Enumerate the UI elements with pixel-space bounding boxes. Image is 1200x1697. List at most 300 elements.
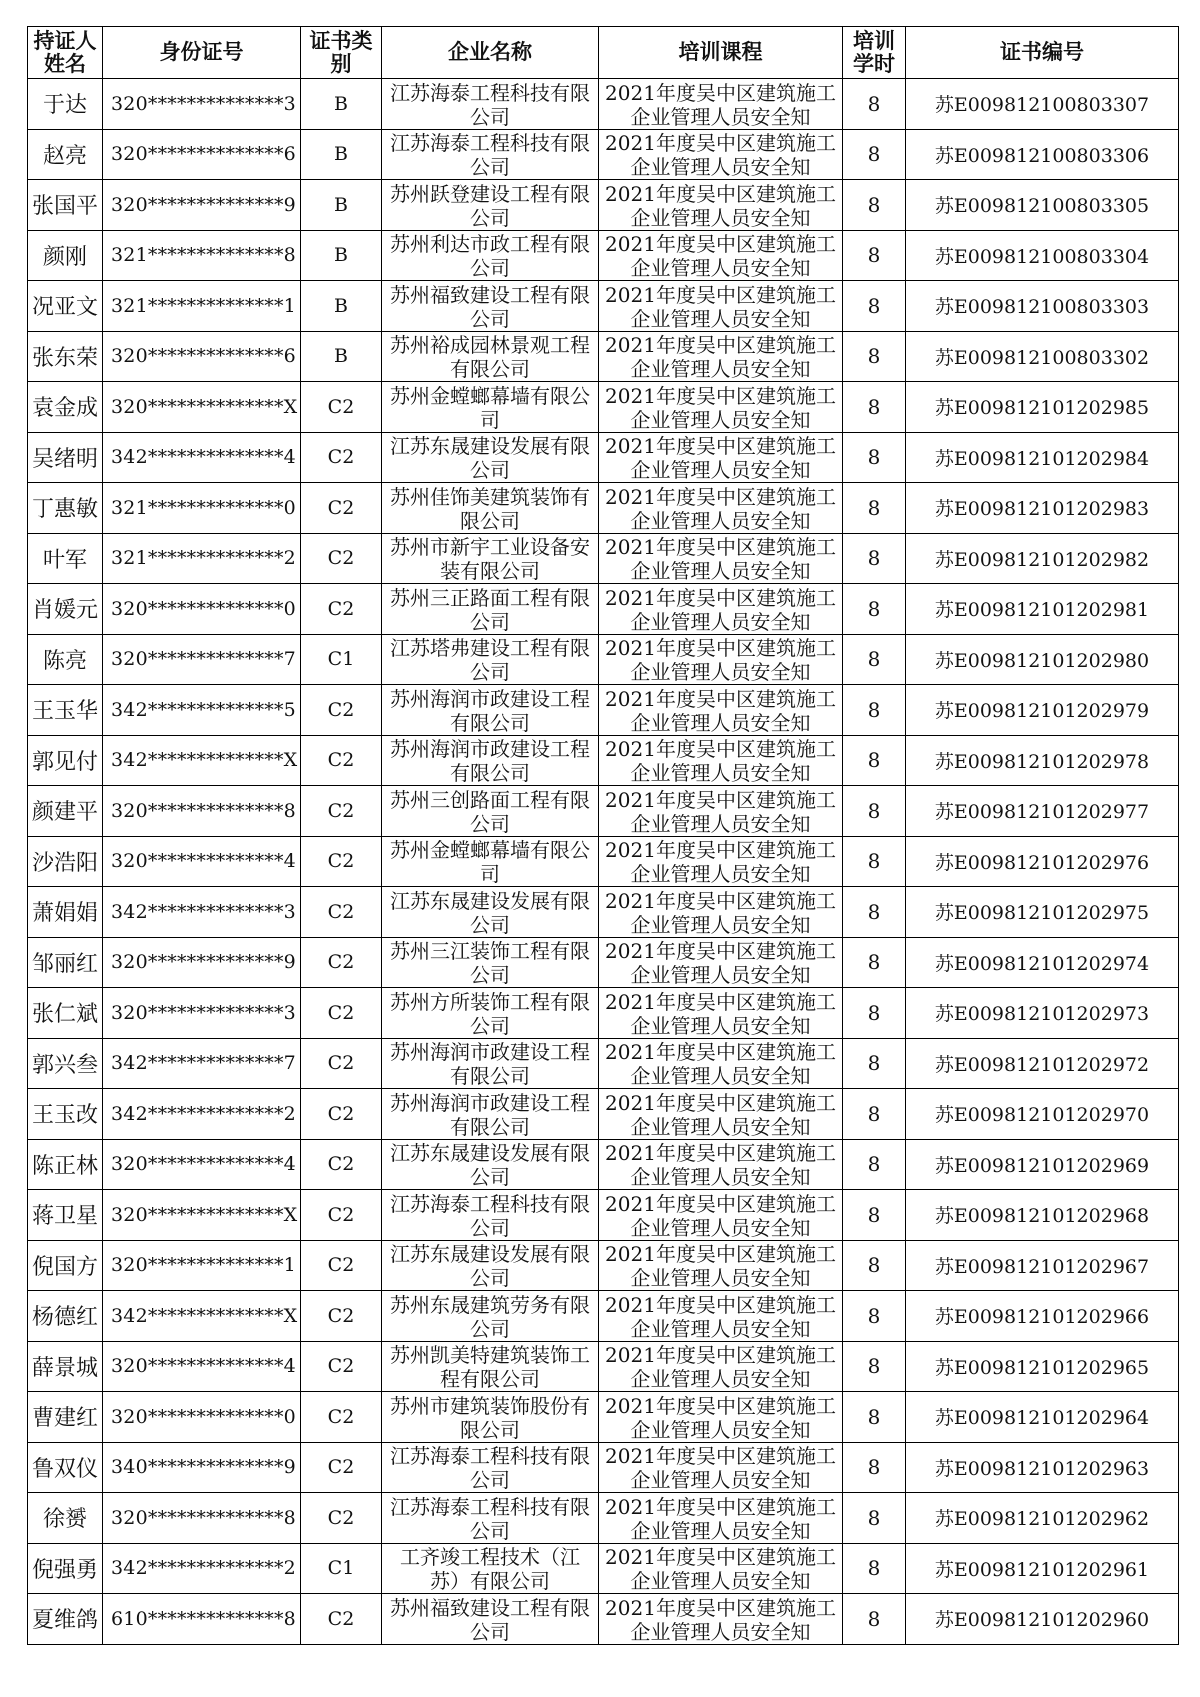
cell-course [599, 1341, 843, 1392]
cell-cert-number: 苏E009812100803303 [906, 281, 1179, 332]
table-row [28, 331, 1179, 382]
cell-cert-number: 苏E009812101202972 [906, 1038, 1179, 1089]
cell-company-text: 江苏海泰工程科技有限公司 [390, 80, 590, 127]
cell-hours: 8 [843, 1291, 906, 1342]
cell-cert-type: B [301, 79, 382, 130]
cell-cert-number: 苏E009812101202975 [906, 887, 1179, 938]
cell-course-text: 2021年度吴中区建筑施工企业管理人员安全知 [605, 636, 836, 683]
cell-course-text: 2021年度吴中区建筑施工企业管理人员安全知 [605, 1595, 836, 1642]
cell-company [382, 180, 599, 231]
cell-cert-number: 苏E009812101202970 [906, 1089, 1179, 1140]
cell-cert-type: C2 [301, 988, 382, 1039]
cell-id-number: 610**************8 [103, 1594, 301, 1645]
cell-company-text: 苏州金螳螂幕墙有限公司 [390, 383, 590, 430]
cell-company [382, 483, 599, 534]
cell-id-number: 342**************2 [103, 1089, 301, 1140]
cell-company [382, 1139, 599, 1190]
table-row [28, 129, 1179, 180]
cell-cert-type: C2 [301, 1240, 382, 1291]
table-row [28, 836, 1179, 887]
cell-company-text: 江苏东晟建设发展有限公司 [390, 1141, 590, 1188]
cell-id-number: 320**************9 [103, 937, 301, 988]
table-row [28, 230, 1179, 281]
cell-cert-type: C2 [301, 937, 382, 988]
cell-hours: 8 [843, 1341, 906, 1392]
cell-id-number: 320**************0 [103, 584, 301, 635]
table-row [28, 1038, 1179, 1089]
cell-course-text: 2021年度吴中区建筑施工企业管理人员安全知 [605, 1393, 836, 1440]
cell-id-number: 320**************6 [103, 129, 301, 180]
cell-company-text: 苏州方所装饰工程有限公司 [390, 989, 590, 1036]
table-row [28, 483, 1179, 534]
cell-hours: 8 [843, 937, 906, 988]
cell-company-text: 江苏东晟建设发展有限公司 [390, 434, 590, 481]
cell-course [599, 1594, 843, 1645]
cell-name: 郭见付 [28, 735, 103, 786]
table-row [28, 432, 1179, 483]
cell-company-text: 苏州利达市政工程有限公司 [390, 232, 590, 279]
cell-course [599, 129, 843, 180]
cell-company [382, 281, 599, 332]
table-row [28, 1594, 1179, 1645]
cell-company [382, 533, 599, 584]
cell-company-text: 江苏海泰工程科技有限公司 [390, 1191, 590, 1238]
cell-id-number: 320**************4 [103, 1139, 301, 1190]
cell-cert-type: C2 [301, 584, 382, 635]
cell-cert-number: 苏E009812100803305 [906, 180, 1179, 231]
cell-hours: 8 [843, 180, 906, 231]
cell-course [599, 685, 843, 736]
cell-course [599, 1089, 843, 1140]
cell-course [599, 937, 843, 988]
cell-hours: 8 [843, 331, 906, 382]
cell-cert-type: C2 [301, 432, 382, 483]
table-row [28, 786, 1179, 837]
cell-name: 于达 [28, 79, 103, 130]
cell-cert-number: 苏E009812101202964 [906, 1392, 1179, 1443]
cell-course-text: 2021年度吴中区建筑施工企业管理人员安全知 [605, 737, 836, 784]
cell-name: 陈正林 [28, 1139, 103, 1190]
cell-hours: 8 [843, 1240, 906, 1291]
cell-id-number: 320**************8 [103, 786, 301, 837]
cell-course-text: 2021年度吴中区建筑施工企业管理人员安全知 [605, 1191, 836, 1238]
cell-course-text: 2021年度吴中区建筑施工企业管理人员安全知 [605, 434, 836, 481]
cell-name: 邹丽红 [28, 937, 103, 988]
cell-id-number: 320**************9 [103, 180, 301, 231]
cell-name: 肖媛元 [28, 584, 103, 635]
cell-hours: 8 [843, 483, 906, 534]
cell-course-text: 2021年度吴中区建筑施工企业管理人员安全知 [605, 787, 836, 834]
cell-company [382, 1240, 599, 1291]
cell-name: 蒋卫星 [28, 1190, 103, 1241]
cell-id-number: 342**************2 [103, 1543, 301, 1594]
cell-hours: 8 [843, 382, 906, 433]
cell-company-text: 工齐竣工程技术（江苏）有限公司 [400, 1545, 580, 1592]
cell-cert-type: B [301, 129, 382, 180]
cell-course [599, 634, 843, 685]
cell-company-text: 江苏海泰工程科技有限公司 [390, 131, 590, 178]
cell-hours: 8 [843, 584, 906, 635]
cell-cert-type: C2 [301, 1493, 382, 1544]
cell-name: 倪国方 [28, 1240, 103, 1291]
cell-cert-number: 苏E009812101202978 [906, 735, 1179, 786]
cell-company-text: 苏州海润市政建设工程有限公司 [390, 737, 590, 784]
cell-company-text: 江苏塔弗建设工程有限公司 [390, 636, 590, 683]
cell-name: 沙浩阳 [28, 836, 103, 887]
table-row [28, 1341, 1179, 1392]
header-cert: 证书编号 [906, 27, 1179, 79]
cell-id-number: 320**************4 [103, 1341, 301, 1392]
cell-company-text: 苏州海润市政建设工程有限公司 [390, 686, 590, 733]
cell-cert-number: 苏E009812100803306 [906, 129, 1179, 180]
cell-company-text: 苏州海润市政建设工程有限公司 [390, 1040, 590, 1087]
cell-name: 丁惠敏 [28, 483, 103, 534]
header-id: 身份证号 [103, 27, 301, 79]
header-name: 持证人姓名 [28, 27, 103, 79]
cell-hours: 8 [843, 1089, 906, 1140]
cell-cert-type: B [301, 331, 382, 382]
cell-company [382, 786, 599, 837]
cell-id-number: 321**************2 [103, 533, 301, 584]
cell-cert-type: C2 [301, 1089, 382, 1140]
cell-cert-number: 苏E009812101202968 [906, 1190, 1179, 1241]
cell-company [382, 432, 599, 483]
cell-hours: 8 [843, 432, 906, 483]
cell-cert-type: C2 [301, 1341, 382, 1392]
cell-hours: 8 [843, 1493, 906, 1544]
cell-course [599, 382, 843, 433]
cell-company-text: 苏州凯美特建筑装饰工程有限公司 [390, 1343, 590, 1390]
cell-company-text: 江苏海泰工程科技有限公司 [390, 1444, 590, 1491]
table-row [28, 1240, 1179, 1291]
cell-hours: 8 [843, 634, 906, 685]
cell-course-text: 2021年度吴中区建筑施工企业管理人员安全知 [605, 535, 836, 582]
cell-cert-type: C2 [301, 735, 382, 786]
cell-cert-type: C2 [301, 685, 382, 736]
cell-id-number: 342**************7 [103, 1038, 301, 1089]
cell-name: 张东荣 [28, 331, 103, 382]
cell-cert-type: C2 [301, 382, 382, 433]
cell-company-text: 苏州海润市政建设工程有限公司 [390, 1090, 590, 1137]
cell-name: 曹建红 [28, 1392, 103, 1443]
cell-cert-type: C2 [301, 786, 382, 837]
cell-hours: 8 [843, 1594, 906, 1645]
cell-cert-type: C2 [301, 836, 382, 887]
cell-company [382, 988, 599, 1039]
header-course: 培训课程 [599, 27, 843, 79]
table-row [28, 685, 1179, 736]
cell-company [382, 1089, 599, 1140]
cell-company [382, 230, 599, 281]
cell-course-text: 2021年度吴中区建筑施工企业管理人员安全知 [605, 181, 836, 228]
cell-cert-type: C2 [301, 1038, 382, 1089]
certificate-table [27, 26, 1179, 1645]
cell-company [382, 1493, 599, 1544]
cell-course [599, 584, 843, 635]
cell-hours: 8 [843, 230, 906, 281]
cell-cert-type: C1 [301, 634, 382, 685]
cell-cert-type: C2 [301, 1291, 382, 1342]
cell-name: 薛景城 [28, 1341, 103, 1392]
cell-id-number: 342**************3 [103, 887, 301, 938]
cell-cert-type: C2 [301, 1442, 382, 1493]
cell-id-number: 320**************X [103, 382, 301, 433]
cell-cert-number: 苏E009812101202980 [906, 634, 1179, 685]
cell-company-text: 苏州金螳螂幕墙有限公司 [390, 838, 590, 885]
table-row [28, 887, 1179, 938]
cell-cert-type: C2 [301, 887, 382, 938]
cell-hours: 8 [843, 1139, 906, 1190]
cell-course [599, 1392, 843, 1443]
cell-name: 郭兴叁 [28, 1038, 103, 1089]
cell-course-text: 2021年度吴中区建筑施工企业管理人员安全知 [605, 838, 836, 885]
cell-hours: 8 [843, 887, 906, 938]
table-row [28, 180, 1179, 231]
cell-cert-number: 苏E009812101202979 [906, 685, 1179, 736]
cell-course-text: 2021年度吴中区建筑施工企业管理人员安全知 [605, 1545, 836, 1592]
cell-course-text: 2021年度吴中区建筑施工企业管理人员安全知 [605, 131, 836, 178]
cell-cert-number: 苏E009812101202973 [906, 988, 1179, 1039]
cell-name: 萧娟娟 [28, 887, 103, 938]
cell-company [382, 735, 599, 786]
cell-hours: 8 [843, 129, 906, 180]
table-header [28, 27, 1179, 79]
cell-id-number: 342**************X [103, 735, 301, 786]
cell-cert-type: B [301, 230, 382, 281]
cell-course [599, 1291, 843, 1342]
cell-id-number: 342**************4 [103, 432, 301, 483]
header-type: 证书类别 [301, 27, 382, 79]
cell-name: 夏维鸽 [28, 1594, 103, 1645]
cell-cert-number: 苏E009812101202963 [906, 1442, 1179, 1493]
table-row [28, 1442, 1179, 1493]
cell-course [599, 1442, 843, 1493]
table-row [28, 533, 1179, 584]
cell-cert-number: 苏E009812101202977 [906, 786, 1179, 837]
table-row [28, 584, 1179, 635]
cell-cert-number: 苏E009812100803302 [906, 331, 1179, 382]
cell-company [382, 79, 599, 130]
cell-course-text: 2021年度吴中区建筑施工企业管理人员安全知 [605, 232, 836, 279]
cell-cert-number: 苏E009812101202966 [906, 1291, 1179, 1342]
cell-course-text: 2021年度吴中区建筑施工企业管理人员安全知 [605, 333, 836, 380]
cell-id-number: 320**************4 [103, 836, 301, 887]
cell-name: 倪强勇 [28, 1543, 103, 1594]
cell-name: 赵亮 [28, 129, 103, 180]
cell-company-text: 苏州三正路面工程有限公司 [390, 585, 590, 632]
cell-id-number: 320**************3 [103, 988, 301, 1039]
cell-course [599, 1493, 843, 1544]
cell-company [382, 1442, 599, 1493]
cell-cert-number: 苏E009812101202985 [906, 382, 1179, 433]
cell-course [599, 180, 843, 231]
cell-hours: 8 [843, 988, 906, 1039]
cell-course-text: 2021年度吴中区建筑施工企业管理人员安全知 [605, 1444, 836, 1491]
cell-company-text: 苏州裕成园林景观工程有限公司 [390, 333, 590, 380]
cell-company-text: 江苏东晟建设发展有限公司 [390, 1242, 590, 1289]
cell-course-text: 2021年度吴中区建筑施工企业管理人员安全知 [605, 80, 836, 127]
cell-name: 吴绪明 [28, 432, 103, 483]
cell-company [382, 1392, 599, 1443]
cell-hours: 8 [843, 735, 906, 786]
cell-name: 王玉改 [28, 1089, 103, 1140]
cell-company [382, 129, 599, 180]
table-row [28, 1089, 1179, 1140]
cell-company [382, 382, 599, 433]
cell-company [382, 887, 599, 938]
cell-company [382, 1291, 599, 1342]
cell-course [599, 281, 843, 332]
cell-hours: 8 [843, 786, 906, 837]
cell-course-text: 2021年度吴中区建筑施工企业管理人员安全知 [605, 686, 836, 733]
cell-hours: 8 [843, 79, 906, 130]
table-row [28, 1493, 1179, 1544]
cell-name: 张国平 [28, 180, 103, 231]
cell-cert-number: 苏E009812101202983 [906, 483, 1179, 534]
cell-company-text: 苏州跃登建设工程有限公司 [390, 181, 590, 228]
cell-company-text: 苏州东晟建筑劳务有限公司 [390, 1292, 590, 1339]
table-row [28, 937, 1179, 988]
cell-hours: 8 [843, 281, 906, 332]
cell-hours: 8 [843, 836, 906, 887]
cell-course [599, 533, 843, 584]
cell-company-text: 苏州福致建设工程有限公司 [390, 1595, 590, 1642]
cell-course-text: 2021年度吴中区建筑施工企业管理人员安全知 [605, 383, 836, 430]
cell-cert-number: 苏E009812101202962 [906, 1493, 1179, 1544]
cell-cert-number: 苏E009812101202967 [906, 1240, 1179, 1291]
cell-name: 杨德红 [28, 1291, 103, 1342]
cell-company-text: 苏州佳饰美建筑装饰有限公司 [390, 484, 590, 531]
cell-course [599, 1190, 843, 1241]
cell-cert-type: B [301, 180, 382, 231]
cell-course [599, 79, 843, 130]
cell-cert-type: C2 [301, 533, 382, 584]
cell-company [382, 1543, 599, 1594]
cell-cert-number: 苏E009812101202965 [906, 1341, 1179, 1392]
cell-company [382, 584, 599, 635]
cell-id-number: 321**************8 [103, 230, 301, 281]
cell-course [599, 331, 843, 382]
cell-cert-type: C1 [301, 1543, 382, 1594]
cell-company-text: 江苏东晟建设发展有限公司 [390, 888, 590, 935]
cell-id-number: 320**************7 [103, 634, 301, 685]
cell-course-text: 2021年度吴中区建筑施工企业管理人员安全知 [605, 1040, 836, 1087]
cell-id-number: 320**************3 [103, 79, 301, 130]
cell-course [599, 1240, 843, 1291]
cell-name: 张仁斌 [28, 988, 103, 1039]
cell-course-text: 2021年度吴中区建筑施工企业管理人员安全知 [605, 939, 836, 986]
cell-course [599, 483, 843, 534]
cell-course-text: 2021年度吴中区建筑施工企业管理人员安全知 [605, 1090, 836, 1137]
table-row [28, 735, 1179, 786]
cell-name: 王玉华 [28, 685, 103, 736]
cell-company-text: 苏州三创路面工程有限公司 [390, 787, 590, 834]
table-row [28, 988, 1179, 1039]
cell-id-number: 321**************0 [103, 483, 301, 534]
cell-id-number: 321**************1 [103, 281, 301, 332]
cell-cert-number: 苏E009812101202974 [906, 937, 1179, 988]
cell-course [599, 432, 843, 483]
cell-id-number: 340**************9 [103, 1442, 301, 1493]
cell-company [382, 1594, 599, 1645]
cell-cert-number: 苏E009812100803304 [906, 230, 1179, 281]
cell-course [599, 230, 843, 281]
cell-company [382, 1038, 599, 1089]
cell-cert-number: 苏E009812101202984 [906, 432, 1179, 483]
cell-id-number: 320**************6 [103, 331, 301, 382]
cell-course [599, 1543, 843, 1594]
table-body [28, 79, 1179, 1645]
cell-id-number: 320**************8 [103, 1493, 301, 1544]
cell-course-text: 2021年度吴中区建筑施工企业管理人员安全知 [605, 282, 836, 329]
cell-cert-number: 苏E009812101202982 [906, 533, 1179, 584]
cell-course-text: 2021年度吴中区建筑施工企业管理人员安全知 [605, 989, 836, 1036]
cell-cert-number: 苏E009812101202981 [906, 584, 1179, 635]
cell-cert-type: C2 [301, 1190, 382, 1241]
cell-company-text: 苏州三江装饰工程有限公司 [390, 939, 590, 986]
table-row [28, 634, 1179, 685]
cell-cert-number: 苏E009812101202976 [906, 836, 1179, 887]
cell-hours: 8 [843, 1543, 906, 1594]
cell-course [599, 836, 843, 887]
table-row [28, 1291, 1179, 1342]
cell-course [599, 786, 843, 837]
cell-cert-number: 苏E009812101202960 [906, 1594, 1179, 1645]
cell-course-text: 2021年度吴中区建筑施工企业管理人员安全知 [605, 585, 836, 632]
cell-company [382, 1190, 599, 1241]
cell-hours: 8 [843, 1442, 906, 1493]
cell-name: 徐赟 [28, 1493, 103, 1544]
table-row [28, 382, 1179, 433]
cell-hours: 8 [843, 1392, 906, 1443]
cell-course-text: 2021年度吴中区建筑施工企业管理人员安全知 [605, 1343, 836, 1390]
cell-course [599, 1139, 843, 1190]
cell-cert-type: C2 [301, 1139, 382, 1190]
cell-cert-type: C2 [301, 1392, 382, 1443]
cell-name: 叶军 [28, 533, 103, 584]
cell-cert-type: C2 [301, 483, 382, 534]
cell-name: 颜建平 [28, 786, 103, 837]
cell-company-text: 苏州市新宇工业设备安装有限公司 [390, 535, 590, 582]
cell-company [382, 331, 599, 382]
cell-course-text: 2021年度吴中区建筑施工企业管理人员安全知 [605, 484, 836, 531]
cell-company-text: 江苏海泰工程科技有限公司 [390, 1494, 590, 1541]
cell-course-text: 2021年度吴中区建筑施工企业管理人员安全知 [605, 1242, 836, 1289]
cell-hours: 8 [843, 533, 906, 584]
cell-cert-type: B [301, 281, 382, 332]
cell-hours: 8 [843, 685, 906, 736]
cell-name: 袁金成 [28, 382, 103, 433]
cell-company [382, 836, 599, 887]
cell-id-number: 320**************1 [103, 1240, 301, 1291]
cell-company-text: 苏州市建筑装饰股份有限公司 [390, 1393, 590, 1440]
cell-course [599, 1038, 843, 1089]
table-row [28, 1139, 1179, 1190]
cell-hours: 8 [843, 1190, 906, 1241]
cell-id-number: 342**************5 [103, 685, 301, 736]
cell-name: 陈亮 [28, 634, 103, 685]
table-row [28, 1392, 1179, 1443]
table-row [28, 79, 1179, 130]
cell-id-number: 320**************X [103, 1190, 301, 1241]
cell-id-number: 342**************X [103, 1291, 301, 1342]
cell-id-number: 320**************0 [103, 1392, 301, 1443]
cell-hours: 8 [843, 1038, 906, 1089]
cell-company [382, 634, 599, 685]
cell-cert-type: C2 [301, 1594, 382, 1645]
cell-company-text: 苏州福致建设工程有限公司 [390, 282, 590, 329]
cell-cert-number: 苏E009812101202969 [906, 1139, 1179, 1190]
